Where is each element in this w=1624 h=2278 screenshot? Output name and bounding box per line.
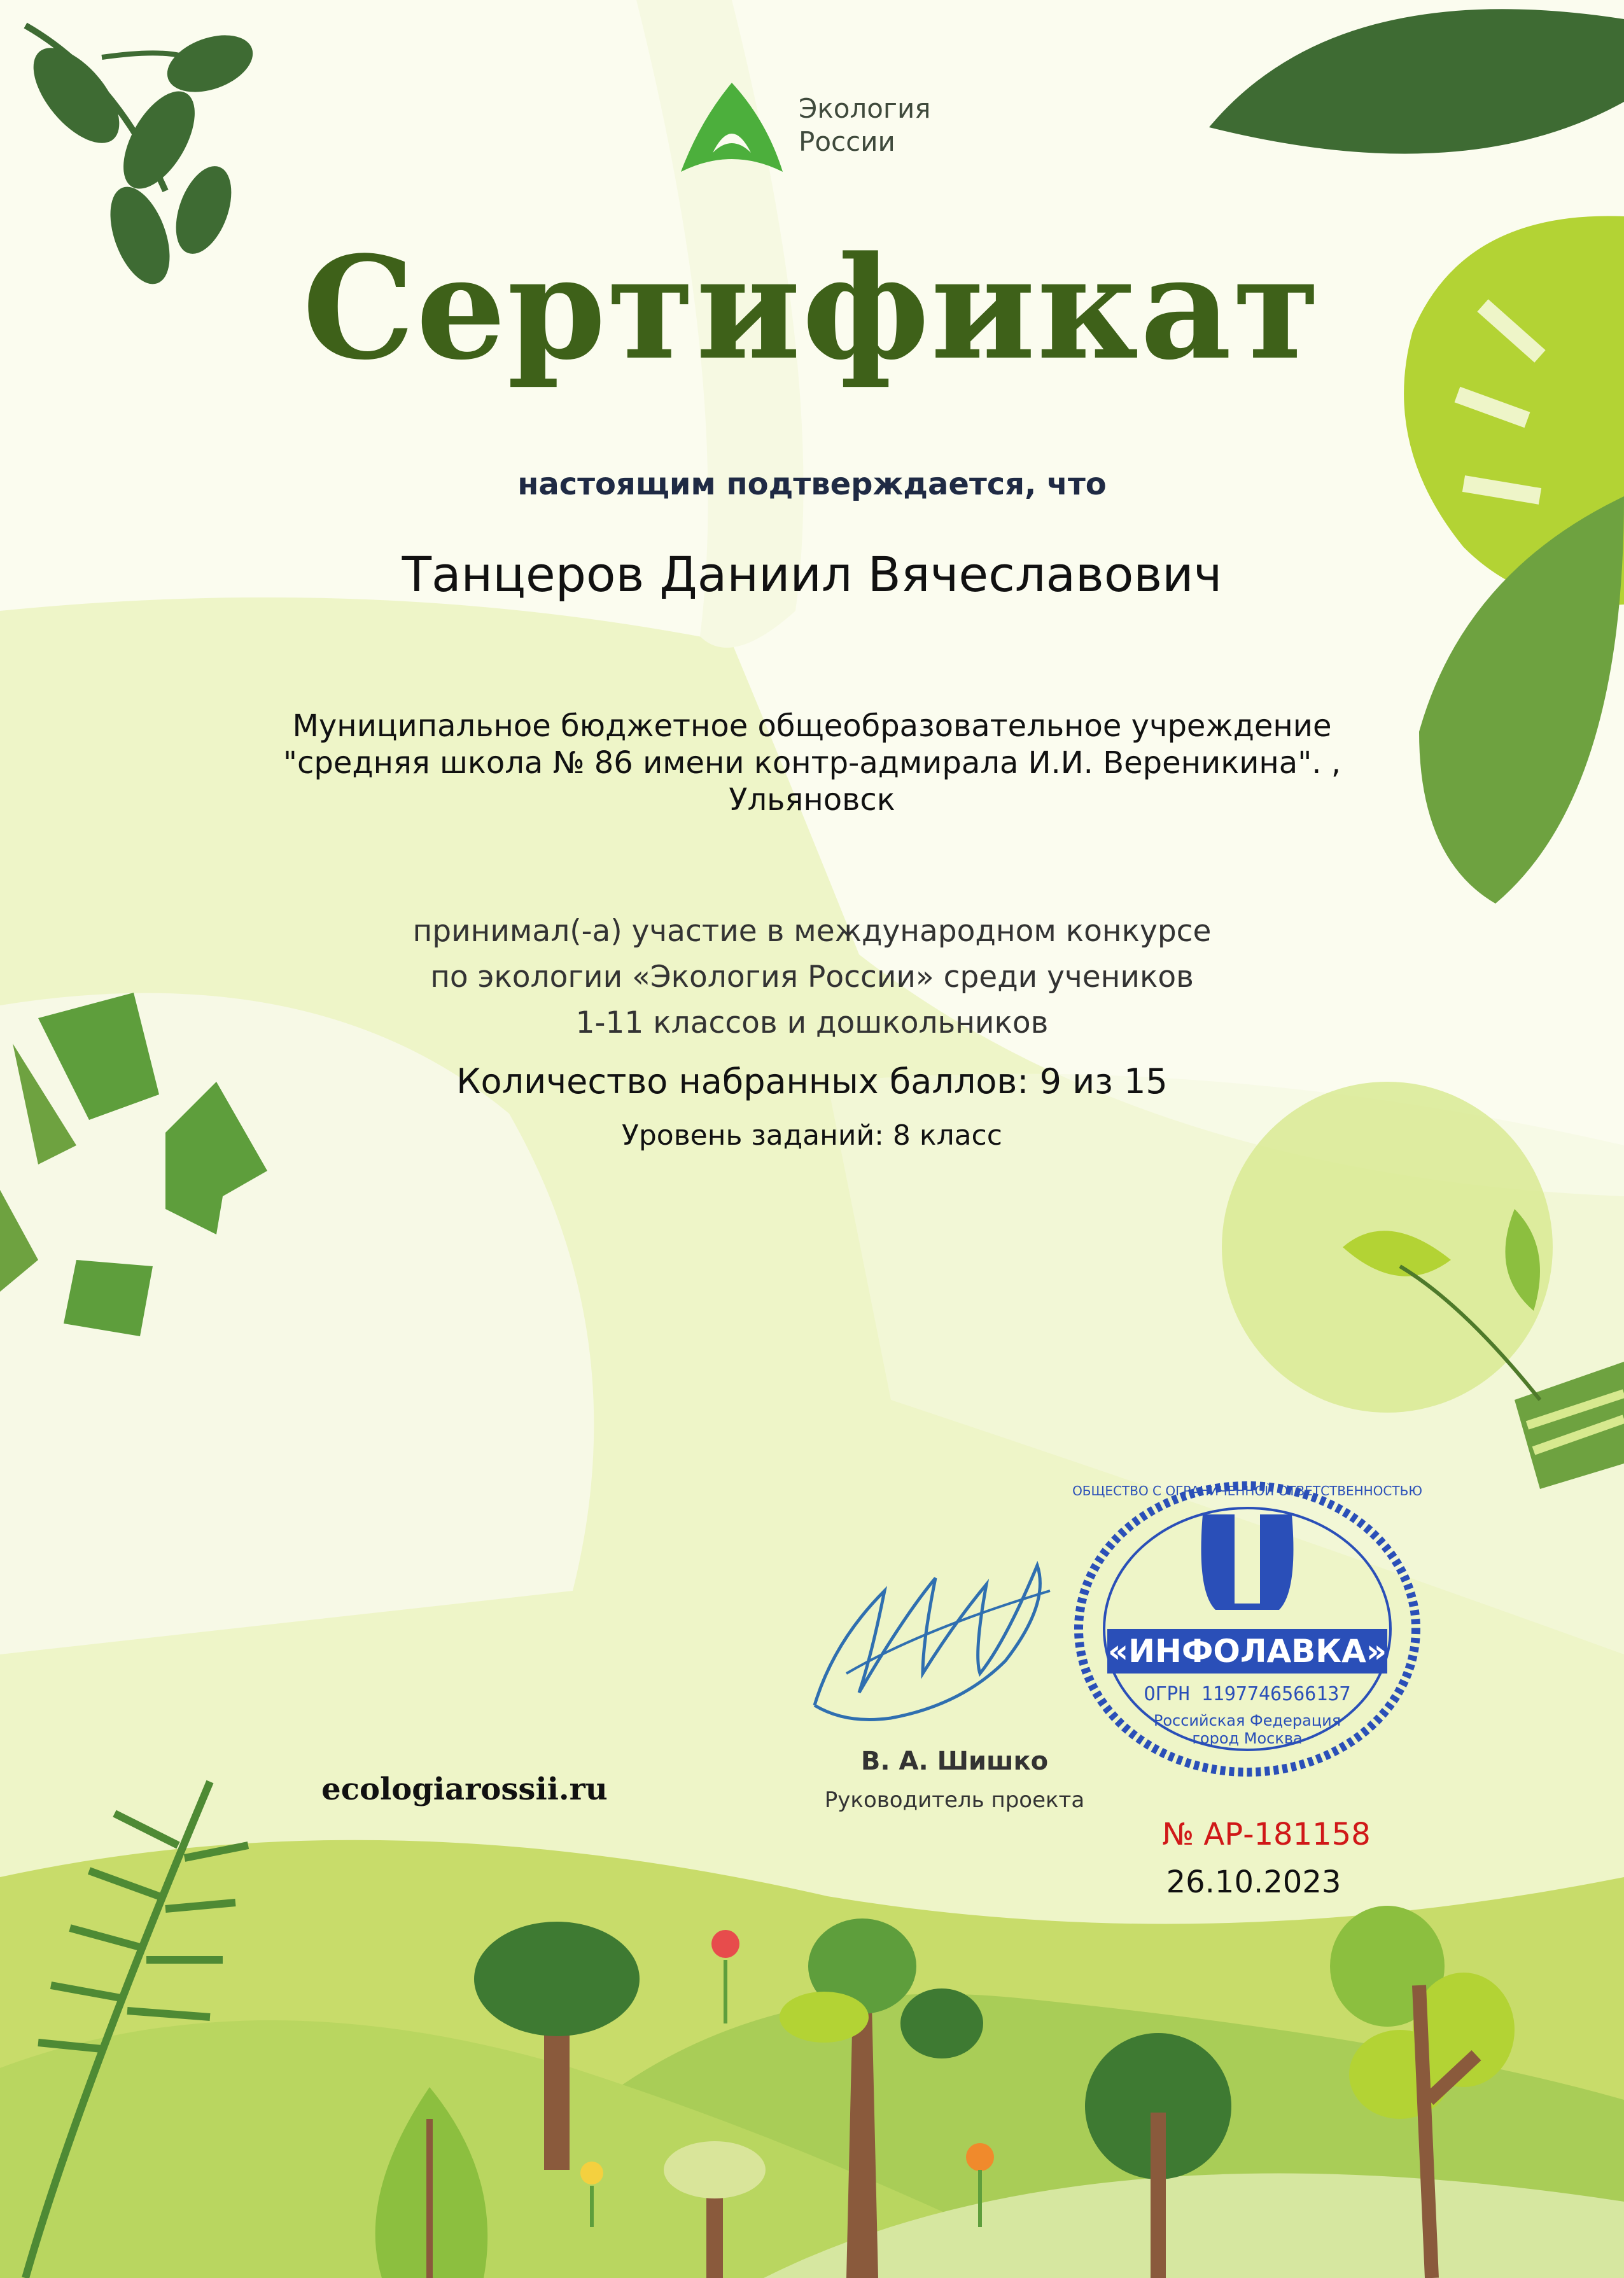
signer-role: Руководитель проекта — [824, 1787, 1085, 1813]
certificate-number: № АР-181158 — [1162, 1817, 1371, 1852]
leaf-top-right-icon — [1209, 9, 1624, 153]
organization-line-3: Ульяновск — [729, 782, 895, 818]
company-stamp — [1069, 1476, 1425, 1782]
participation-line-2: по экологии «Экология России» среди учеников — [430, 960, 1194, 995]
confirm-text: настоящим подтверждается, что — [517, 466, 1107, 502]
certificate-date: 26.10.2023 — [1166, 1864, 1341, 1900]
level-text: Уровень заданий: 8 класс — [622, 1119, 1002, 1152]
stamp-ogrn: ОГРН 1197746566137 — [1144, 1683, 1351, 1705]
stamp-name: «ИНФОЛАВКА» — [1107, 1633, 1387, 1670]
organization-line-1: Муниципальное бюджетное общеобразовательное учреждение — [292, 708, 1332, 744]
stamp-country: Российская Федерация — [1153, 1712, 1341, 1729]
organization-line-2: "средняя школа № 86 имени контр-адмирала И.И. Вереникина". , — [283, 745, 1341, 781]
certificate-title: Сертификат — [302, 226, 1322, 391]
logo-line-1: Экология — [799, 93, 931, 124]
logo-line-2: России — [799, 126, 895, 157]
signer-name: В. А. Шишко — [860, 1747, 1049, 1776]
website-link[interactable]: ecologiarossii.ru — [321, 1771, 608, 1807]
organization — [0, 708, 1624, 818]
participation-line-3: 1-11 классов и дошкольников — [575, 1005, 1049, 1040]
logo-text — [799, 92, 931, 158]
participation-line-1: принимал(-а) участие в международном конкурсе — [412, 914, 1212, 949]
participation-text — [0, 909, 1624, 1046]
stamp-ring-text: ОБЩЕСТВО С ОГРАНИЧЕННОЙ ОТВЕТСТВЕННОСТЬЮ — [1072, 1483, 1422, 1499]
signature-icon — [795, 1514, 1063, 1731]
person-name: Танцеров Даниил Вячеславович — [402, 546, 1222, 603]
score-text: Количество набранных баллов: 9 из 15 — [456, 1061, 1168, 1101]
stamp-city: город Москва — [1192, 1729, 1303, 1747]
